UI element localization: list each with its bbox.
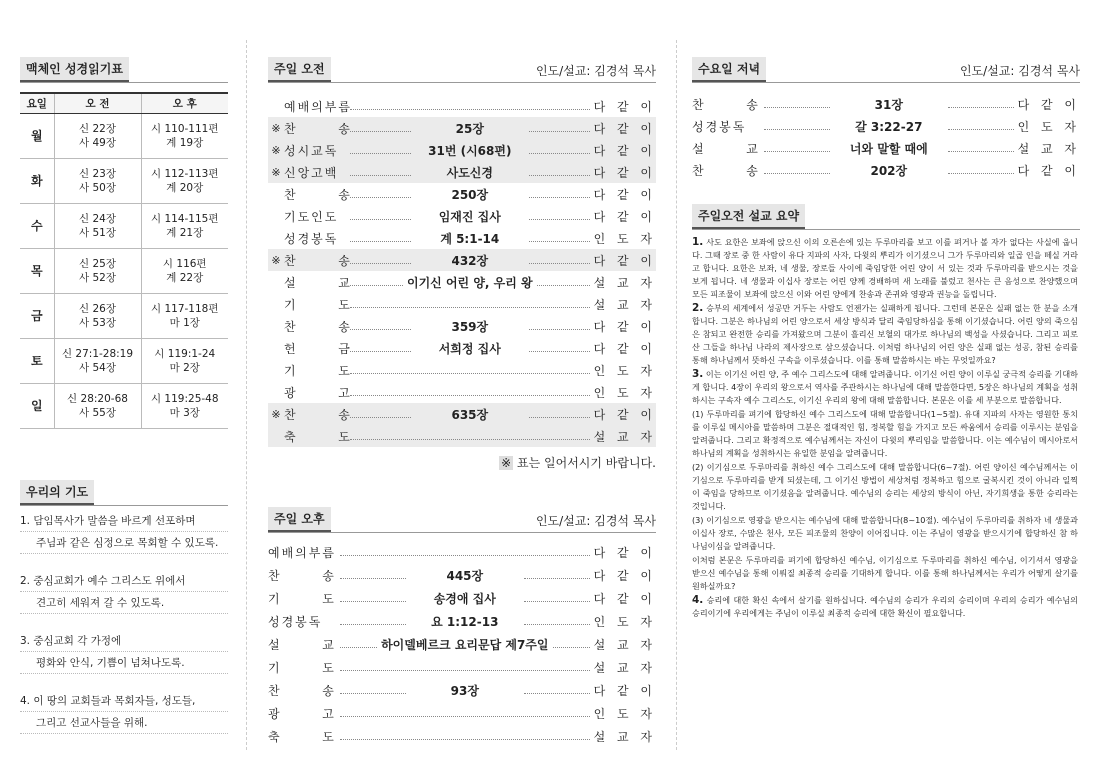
order-row [268,656,656,679]
reading-pm-2: 계 22장 [166,271,204,284]
leader-dots [340,578,406,579]
reading-am [54,293,141,338]
leader-dots [948,173,1014,174]
leader-dots [529,329,590,330]
reading-day: 금 [20,293,54,338]
prayer-title: 우리의 기도 [20,480,94,505]
order-item: 성시교독 [284,143,339,158]
leader-dots [350,373,590,374]
leader-dots [350,329,411,330]
order-row [268,117,656,139]
order-item: 예배의부름 [268,546,336,560]
reading-pm-1: 시 119:1-24 [154,347,216,360]
order-who: 다 같 이 [593,546,656,560]
summary-paragraph [692,514,1078,553]
reading-am-1: 신 28:20-68 [67,392,128,405]
order-who: 다 같 이 [593,165,656,180]
order-row [692,93,1080,115]
reading-am [54,248,141,293]
order-item: 설 교 [692,141,760,156]
order-content: 250장 [451,187,489,202]
order-who: 다 같 이 [1017,163,1080,178]
wednesday-order [692,93,1080,181]
leader-dots [529,153,590,154]
summary-paragraph-text: (3) 이기심으로 영광을 받으시는 예수님에 대해 말씀합니다(8~10절). 예수님이 두루마리를 취하자 네 생물과 이십사 장로, 수많은 천사, 모든 피조물의 찬양이 이어집니다. 이는 주님이 영광을 받으시기에 합당하신 참 하나님이심을 알려줍니다. [692,515,1078,551]
reading-section-header [20,57,228,83]
order-who: 다 같 이 [593,407,656,422]
reading-pm-2: 계 20장 [166,181,204,194]
leader-dots [340,716,590,717]
order-who: 인 도 자 [1017,119,1080,134]
order-content: 635장 [451,407,489,422]
prayer-line-2: 평화와 안식, 기쁨이 넘쳐나도록. [20,652,228,674]
leader-dots [948,107,1014,108]
standing-mark-icon: ※ [271,143,281,157]
leader-dots [529,241,590,242]
order-content: 사도신경 [446,165,493,180]
order-who: 인 도 자 [593,615,656,629]
order-item: 광 고 [284,385,352,400]
order-content: 서희정 집사 [438,341,501,356]
reading-am-2: 사 54장 [79,361,116,374]
reading-am-2: 사 51장 [79,226,116,239]
standing-mark: ※ [501,456,512,470]
prayer-list [20,510,228,750]
sunday-pm-header [268,507,656,533]
order-who: 다 같 이 [593,187,656,202]
order-row [268,337,656,359]
order-item: 헌 금 [284,341,352,356]
leader-dots [340,555,590,556]
summary-paragraph [692,461,1078,513]
prayer-line-2: 그리고 선교사들을 위해. [20,712,228,734]
order-who: 다 같 이 [593,99,656,114]
prayer-line-1: 1. 담임목사가 말씀을 바르게 선포하며 [20,510,228,532]
order-item: 기 도 [268,592,336,606]
order-content: 임재진 집사 [438,209,501,224]
leader-dots [350,439,590,440]
order-item: 찬 송 [284,121,352,136]
leader-dots [350,175,411,176]
order-item: 찬 송 [268,569,336,583]
reading-pm-1: 시 119:25-48 [150,392,219,405]
order-who: 설 교 자 [593,661,656,675]
order-item: 축 도 [284,429,352,444]
leader-dots [764,107,830,108]
reading-am [54,113,141,158]
order-who: 설 교 자 [593,275,657,290]
leader-dots [537,285,590,286]
order-item: 기 도 [284,363,352,378]
leader-dots [340,670,590,671]
reading-am-2: 사 50장 [79,181,116,194]
order-row [268,564,656,587]
leader-dots [350,109,590,110]
leader-dots [764,173,830,174]
leader-dots [340,647,377,648]
summary-paragraph-text: 사도 요한은 보좌에 앉으신 이의 오른손에 있는 두루마리를 보고 이를 펴거나 볼 자가 없다는 사실에 웁니다. 그때 장로 중 한 사람이 유다 지파의 사자, 다윗의 뿌리가 이기셨으니 그가 두루마리와 일곱 인을 떼실 거라고 합니다. 요한은 보좌, 네 생물, 장로들 사이에 죽임당한 어린 양이 서 있는 것과 두루마리를 받으시는 것을 보게 됩니다. 네 생물과 이십사 장로는 어린 양께 경배하며 새 노래를 불렀고 천사는 큰 음성으로 찬양했으며 모든 피조물이 보좌에 앉으신 이와 어린 양에게 찬송과 존귀와 영광과 권능을 돌립니다. [692,237,1078,299]
reading-title: 맥체인 성경읽기표 [20,57,129,82]
leader-dots [350,285,403,286]
order-item: 축 도 [268,730,336,744]
sunday-am-title: 주일 오전 [268,57,331,82]
order-content: 요 1:12-13 [431,615,499,629]
summary-paragraph [692,554,1078,593]
order-row [268,425,656,447]
order-row [268,161,656,183]
order-row [268,702,656,725]
order-who: 설 교 자 [593,429,656,444]
reading-pm-1: 시 116편 [162,257,207,270]
reading-pm-1: 시 114-115편 [151,212,219,225]
leader-dots [350,153,411,154]
col-header-am: 오 전 [54,93,141,113]
col-header-day: 요일 [20,93,54,113]
reading-pm-1: 시 117-118편 [151,302,219,315]
order-item: 예배의부름 [284,99,352,114]
reading-am-1: 신 27:1-28:19 [61,347,134,360]
summary-paragraph-number: 1. [692,236,704,248]
leader-dots [524,578,590,579]
reading-pm-1: 시 112-113편 [151,167,219,180]
wednesday-header [692,57,1080,83]
reading-pm-2: 계 21장 [166,226,204,239]
leader-dots [350,417,411,418]
summary-paragraph [692,408,1078,460]
order-content: 25장 [455,121,484,136]
order-item: 신앙고백 [284,165,339,180]
order-content: 202장 [870,163,908,178]
order-who: 설 교 자 [593,730,656,744]
leader-dots [340,693,406,694]
reading-am-1: 신 26장 [79,302,116,315]
prayer-item [20,690,228,734]
reading-am-1: 신 24장 [79,212,116,225]
wednesday-leader: 인도/설교: 김경석 목사 [959,64,1080,78]
order-row [268,541,656,564]
prayer-line-1: 4. 이 땅의 교회들과 목회자들, 성도들, [20,690,228,712]
leader-dots [948,151,1014,152]
reading-day: 토 [20,338,54,383]
order-who: 다 같 이 [593,253,656,268]
sunday-am-leader: 인도/설교: 김경석 목사 [535,64,656,78]
reading-am-1: 신 23장 [79,167,116,180]
order-content: 31장 [874,97,903,112]
summary-paragraph [692,236,1078,301]
order-row [268,381,656,403]
order-content: 이기신 어린 양, 우리 왕 [407,275,533,290]
order-item: 찬 송 [692,163,760,178]
leader-dots [524,693,590,694]
leader-dots [529,263,590,264]
sunday-pm-leader: 인도/설교: 김경석 목사 [535,514,656,528]
prayer-item [20,630,228,674]
order-content: 갈 3:22-27 [855,119,923,134]
order-who: 인 도 자 [593,363,656,378]
order-content: 하이델베르크 요리문답 제7주일 [381,638,549,652]
leader-dots [529,175,590,176]
sunday-pm-order [268,541,656,748]
reading-pm [141,248,228,293]
reading-pm [141,293,228,338]
prayer-item [20,510,228,554]
reading-pm-1: 시 110-111편 [151,122,219,135]
order-item: 설 교 [268,638,336,652]
leader-dots [350,263,411,264]
order-row [268,293,656,315]
reading-day: 목 [20,248,54,293]
leader-dots [529,197,590,198]
reading-am [54,338,141,383]
summary-paragraph [692,594,1078,620]
leader-dots [350,307,590,308]
left-column [20,0,228,778]
order-row [268,587,656,610]
reading-row [20,293,228,338]
order-who: 다 같 이 [593,592,656,606]
order-who: 다 같 이 [593,143,656,158]
order-row [268,315,656,337]
reading-row [20,383,228,428]
reading-day: 월 [20,113,54,158]
order-content: 송경애 집사 [433,592,496,606]
leader-dots [529,131,590,132]
order-who: 인 도 자 [593,707,656,721]
order-who: 설 교 자 [593,297,656,312]
wednesday-title: 수요일 저녁 [692,57,766,82]
leader-dots [529,219,590,220]
reading-row [20,248,228,293]
right-column [692,0,1080,778]
sunday-am-order [268,95,656,447]
order-who: 다 같 이 [593,209,656,224]
reading-pm [141,113,228,158]
col-header-pm: 오 후 [141,93,228,113]
reading-header-row [20,93,228,113]
order-row [692,137,1080,159]
leader-dots [350,395,590,396]
order-content: 계 5:1-14 [440,231,500,246]
leader-dots [340,601,406,602]
reading-row [20,158,228,203]
order-item: 기도인도 [284,209,339,224]
order-row [692,115,1080,137]
order-who: 다 같 이 [593,121,656,136]
order-who: 다 같 이 [1017,97,1080,112]
order-content: 31번 (시68편) [428,143,512,158]
order-who: 다 같 이 [593,341,656,356]
summary-paragraph-text: 이는 이기신 어린 양, 주 예수 그리스도에 대해 알려줍니다. 이기신 어린 양이 이루실 궁극적 승리를 기대하게 합니다. 4장이 우리의 왕으로서 역사를 주관하시는 하나님에 대해 말씀한다면, 5장은 하나님의 계획을 성취하시는 구속자 예수 그리스도, 이기신 우리의 왕에 대해 말씀합니다. 본문은 이를 세 부분으로 말씀합니다. [692,369,1078,405]
order-item: 성경봉독 [284,231,339,246]
column-divider [676,40,677,750]
sunday-am-header [268,57,656,83]
summary-paragraph-text: 승부의 세계에서 성공만 거두는 사람도 언젠가는 실패하게 됩니다. 그런데 본문은 실패 없는 한 분을 소개합니다. 그분은 하나님의 어린 양으로서 세상 방식과 달리 죽임당하심을 통해 이기셨습니다. 어린 양의 죽으심은 참되고 완전한 승리를 가져왔으며 그분이 흘리신 보혈의 대가로 하나님의 백성을 사셨습니다. 그리고 피로 산 그들을 하나님 나라의 제사장으로 삼으셨습니다. 이처럼 하나님의 어린 양은 실패 없는 성공, 참된 승리를 통해 하나님께서 뜻하신 구속을 이루셨습니다. 이를 통해 말씀하시는 바는 무엇일까요? [692,303,1078,365]
order-item: 찬 송 [268,684,336,698]
leader-dots [764,151,830,152]
leader-dots [350,131,411,132]
order-item: 성경봉독 [692,119,747,134]
reading-am-2: 사 55장 [79,406,116,419]
reading-am-1: 신 22장 [79,122,116,135]
order-row [268,271,656,293]
prayer-section-header [20,480,228,506]
summary-paragraph-text: 이처럼 본문은 두루마리를 펴기에 합당하신 예수님, 이기심으로 두루마리를 취하신 예수님, 이기셔서 영광을 받으신 예수님을 통해 이뤄질 최종적 승리를 기대하게 합니다. 이를 통해 하나님께서는 우리가 어떻게 살기를 원하실까요? [692,555,1078,591]
summary-paragraph [692,302,1078,367]
reading-am [54,158,141,203]
leader-dots [529,351,590,352]
reading-am-2: 사 49장 [79,136,116,149]
order-row [268,183,656,205]
summary-title: 주일오전 설교 요약 [692,204,805,229]
order-row [268,205,656,227]
standing-note-text: 표는 일어서시기 바랍니다. [513,456,656,470]
prayer-line-2: 주님과 같은 심정으로 목회할 수 있도록. [20,532,228,554]
leader-dots [524,624,590,625]
reading-pm-2: 계 19장 [166,136,204,149]
order-row [692,159,1080,181]
order-item: 찬 송 [692,97,760,112]
standing-mark-icon: ※ [271,165,281,179]
reading-am [54,203,141,248]
reading-pm [141,383,228,428]
order-who: 설 교 자 [593,638,656,652]
leader-dots [350,197,411,198]
summary-paragraph [692,368,1078,407]
leader-dots [524,601,590,602]
summary-paragraph-text: (2) 이기심으로 두루마리를 취하신 예수 그리스도에 대해 말씀합니다(6~7절). 어린 양이신 예수님께서는 이기심으로 두루마리를 받게 되셨는데, 그 이기신 방법이 세상처럼 정복하고 힘으로 굴복시킨 것이 아니라 일찍이 죽임을 당하므로 이기셨음을 알려줍니다. 예수님의 승리는 세상의 방식이 아닌, 자기희생을 통한 승리라는 것입니다. [692,462,1078,511]
order-item: 찬 송 [284,187,352,202]
prayer-item [20,570,228,614]
prayer-line-1: 2. 중심교회가 예수 그리스도 위에서 [20,570,228,592]
reading-table [20,92,228,429]
summary-paragraph-text: (1) 두루마리를 펴기에 합당하신 예수 그리스도에 대해 말씀합니다(1~5절). 유대 지파의 사자는 영원한 통치를 이루실 메시아를 말씀하며 그분은 절대적인 힘, 정복할 힘을 가지고 모든 싸움에서 승리를 이루시는 분임을 알려줍니다. 그리고 확정적으로 예수님께서는 자신이 다윗의 뿌리임을 말씀합니다. 이는 예수님이 메시아로서 하나님의 계획을 성취하시는 유일한 분임을 알려줍니다. [692,409,1078,458]
standing-mark-icon: ※ [271,253,281,267]
middle-column [268,0,656,778]
summary-header [692,204,1080,230]
summary-paragraph-number: 3. [692,368,704,380]
leader-dots [350,241,411,242]
order-item: 찬 송 [284,319,352,334]
reading-row [20,338,228,383]
leader-dots [340,739,590,740]
leader-dots [948,129,1014,130]
order-item: 설 교 [284,275,352,290]
column-divider [246,40,247,750]
standing-mark-icon: ※ [271,121,281,135]
order-who: 다 같 이 [593,319,656,334]
order-item: 찬 송 [284,253,352,268]
reading-day: 화 [20,158,54,203]
order-row [268,610,656,633]
leader-dots [350,351,411,352]
order-item: 기 도 [284,297,352,312]
summary-paragraph-number: 4. [692,594,704,606]
order-row [268,403,656,425]
leader-dots [350,219,411,220]
order-who: 인 도 자 [593,231,656,246]
order-content: 359장 [451,319,489,334]
order-content: 너와 말할 때에 [849,141,928,156]
reading-row [20,113,228,158]
reading-pm-2: 마 1장 [169,316,200,329]
reading-am-1: 신 25장 [79,257,116,270]
prayer-line-2: 견고히 세워져 갈 수 있도록. [20,592,228,614]
reading-am [54,383,141,428]
leader-dots [529,417,590,418]
order-row [268,95,656,117]
order-who: 다 같 이 [593,684,656,698]
order-row [268,249,656,271]
order-row [268,679,656,702]
order-who: 설 교 자 [1017,141,1080,156]
reading-pm-2: 마 3장 [169,406,200,419]
sunday-pm-title: 주일 오후 [268,507,331,532]
summary-paragraph-text: 승리에 대한 확신 속에서 살기를 원하십니다. 예수님의 승리가 우리의 승리이며 우리의 승리가 예수님의 승리이기에 우리에게는 주님이 이루실 최종적 승리에 대한 확신이 필요합니다. [692,595,1078,618]
reading-day: 일 [20,383,54,428]
order-row [268,139,656,161]
leader-dots [340,624,406,625]
standing-mark-icon: ※ [271,407,281,421]
order-who: 인 도 자 [593,385,656,400]
sermon-summary [692,236,1078,621]
order-content: 432장 [451,253,489,268]
order-row [268,227,656,249]
order-row [268,633,656,656]
order-item: 성경봉독 [268,615,323,629]
summary-paragraph-number: 2. [692,302,704,314]
order-item: 찬 송 [284,407,352,422]
prayer-line-1: 3. 중심교회 각 가정에 [20,630,228,652]
reading-pm-2: 마 2장 [169,361,200,374]
standing-note [268,454,656,471]
leader-dots [764,129,830,130]
reading-pm [141,158,228,203]
reading-day: 수 [20,203,54,248]
reading-am-2: 사 53장 [79,316,116,329]
order-item: 광 고 [268,707,336,721]
order-row [268,359,656,381]
reading-am-2: 사 52장 [79,271,116,284]
reading-row [20,203,228,248]
reading-pm [141,203,228,248]
order-content: 93장 [450,684,479,698]
order-content: 445장 [446,569,484,583]
leader-dots [553,647,590,648]
reading-pm [141,338,228,383]
order-who: 다 같 이 [593,569,656,583]
order-item: 기 도 [268,661,336,675]
order-row [268,725,656,748]
